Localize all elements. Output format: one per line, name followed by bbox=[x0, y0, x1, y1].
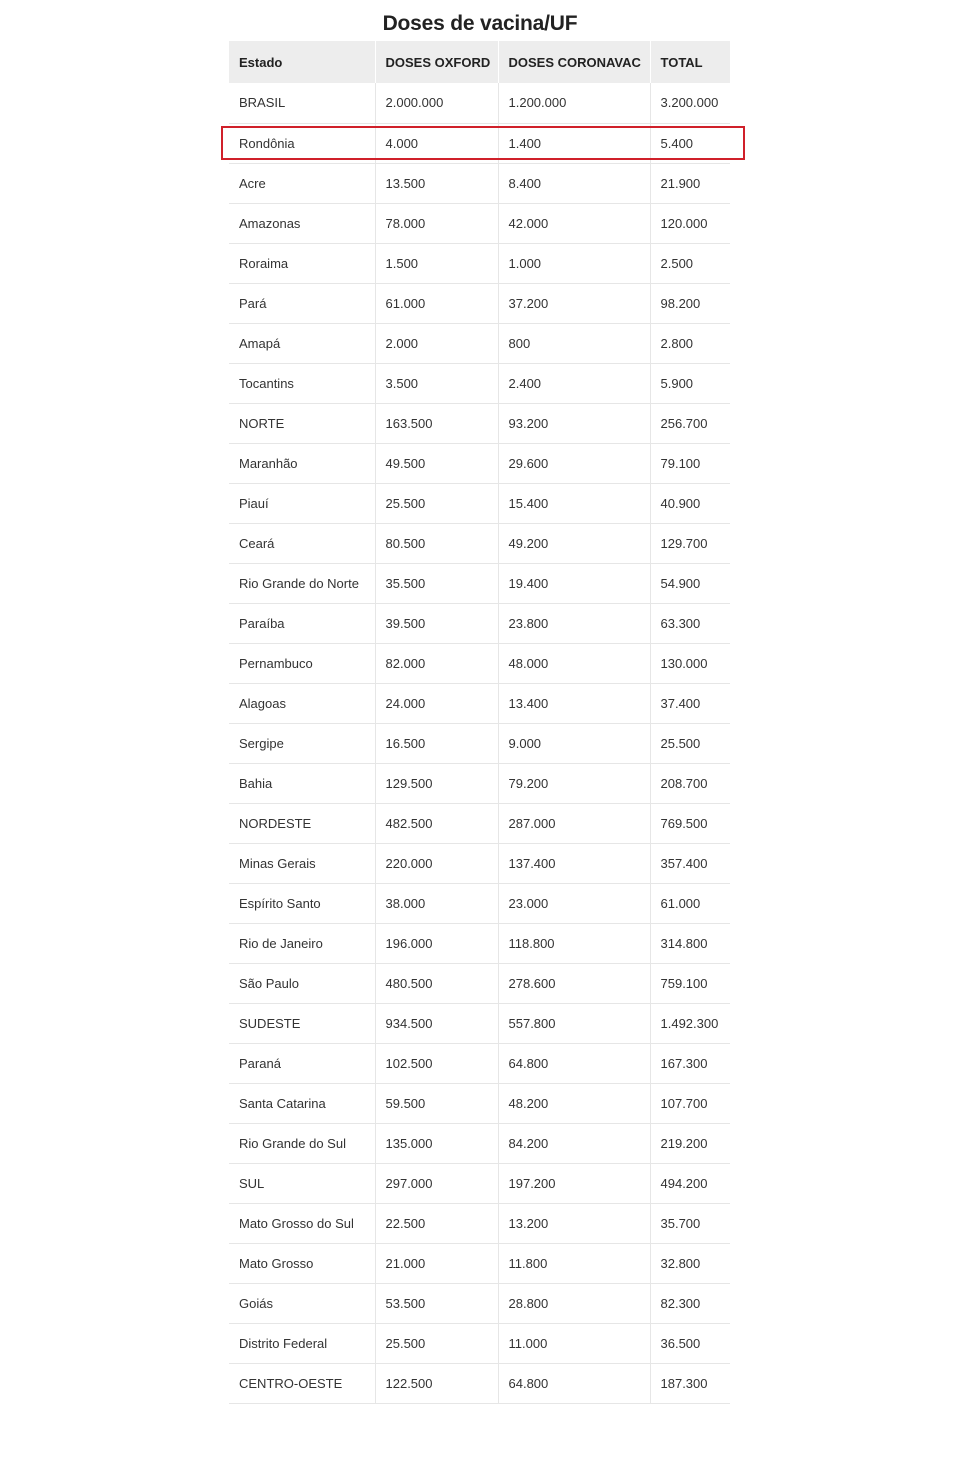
cell-doses-coronavac: 13.400 bbox=[498, 683, 650, 723]
cell-doses-coronavac: 557.800 bbox=[498, 1003, 650, 1043]
cell-total: 208.700 bbox=[650, 763, 730, 803]
cell-total: 256.700 bbox=[650, 403, 730, 443]
table-row bbox=[229, 243, 730, 283]
table-row bbox=[229, 763, 730, 803]
cell-estado: Espírito Santo bbox=[229, 883, 375, 923]
table-row bbox=[229, 403, 730, 443]
cell-estado: Rio de Janeiro bbox=[229, 923, 375, 963]
cell-doses-coronavac: 9.000 bbox=[498, 723, 650, 763]
cell-total: 32.800 bbox=[650, 1243, 730, 1283]
table-row bbox=[229, 83, 730, 123]
cell-doses-coronavac: 64.800 bbox=[498, 1363, 650, 1403]
cell-total: 219.200 bbox=[650, 1123, 730, 1163]
cell-estado: Paraná bbox=[229, 1043, 375, 1083]
cell-doses-oxford: 102.500 bbox=[375, 1043, 498, 1083]
table-row bbox=[229, 283, 730, 323]
cell-doses-coronavac: 800 bbox=[498, 323, 650, 363]
table-row bbox=[229, 1323, 730, 1363]
cell-doses-oxford: 80.500 bbox=[375, 523, 498, 563]
table-row bbox=[229, 1123, 730, 1163]
cell-doses-coronavac: 29.600 bbox=[498, 443, 650, 483]
cell-doses-oxford: 3.500 bbox=[375, 363, 498, 403]
cell-doses-coronavac: 1.400 bbox=[498, 123, 650, 163]
cell-estado: Mato Grosso do Sul bbox=[229, 1203, 375, 1243]
table-row bbox=[229, 803, 730, 843]
cell-doses-coronavac: 137.400 bbox=[498, 843, 650, 883]
cell-doses-coronavac: 2.400 bbox=[498, 363, 650, 403]
cell-total: 759.100 bbox=[650, 963, 730, 1003]
cell-doses-coronavac: 49.200 bbox=[498, 523, 650, 563]
cell-estado: Paraíba bbox=[229, 603, 375, 643]
cell-total: 2.800 bbox=[650, 323, 730, 363]
table-row bbox=[229, 203, 730, 243]
table-row bbox=[229, 1163, 730, 1203]
cell-doses-oxford: 220.000 bbox=[375, 843, 498, 883]
cell-total: 36.500 bbox=[650, 1323, 730, 1363]
table-row bbox=[229, 1203, 730, 1243]
table-row bbox=[229, 923, 730, 963]
cell-doses-coronavac: 93.200 bbox=[498, 403, 650, 443]
cell-doses-oxford: 196.000 bbox=[375, 923, 498, 963]
table-header-row bbox=[229, 41, 730, 83]
cell-doses-oxford: 25.500 bbox=[375, 1323, 498, 1363]
cell-doses-oxford: 297.000 bbox=[375, 1163, 498, 1203]
cell-total: 187.300 bbox=[650, 1363, 730, 1403]
cell-doses-oxford: 122.500 bbox=[375, 1363, 498, 1403]
cell-doses-coronavac: 19.400 bbox=[498, 563, 650, 603]
table-row bbox=[229, 1043, 730, 1083]
cell-total: 35.700 bbox=[650, 1203, 730, 1243]
cell-doses-oxford: 4.000 bbox=[375, 123, 498, 163]
cell-estado: Alagoas bbox=[229, 683, 375, 723]
cell-doses-oxford: 61.000 bbox=[375, 283, 498, 323]
table-row bbox=[229, 883, 730, 923]
column-header-doses-oxford: DOSES OXFORD bbox=[375, 41, 498, 83]
cell-doses-oxford: 129.500 bbox=[375, 763, 498, 803]
table-row bbox=[229, 683, 730, 723]
cell-total: 107.700 bbox=[650, 1083, 730, 1123]
cell-total: 98.200 bbox=[650, 283, 730, 323]
cell-doses-coronavac: 79.200 bbox=[498, 763, 650, 803]
cell-doses-coronavac: 48.200 bbox=[498, 1083, 650, 1123]
cell-total: 494.200 bbox=[650, 1163, 730, 1203]
cell-doses-coronavac: 28.800 bbox=[498, 1283, 650, 1323]
table-row bbox=[229, 1083, 730, 1123]
cell-total: 769.500 bbox=[650, 803, 730, 843]
cell-estado: Bahia bbox=[229, 763, 375, 803]
cell-estado: Rio Grande do Norte bbox=[229, 563, 375, 603]
cell-doses-coronavac: 84.200 bbox=[498, 1123, 650, 1163]
cell-total: 54.900 bbox=[650, 563, 730, 603]
cell-estado: Minas Gerais bbox=[229, 843, 375, 883]
cell-estado: Pernambuco bbox=[229, 643, 375, 683]
cell-doses-oxford: 22.500 bbox=[375, 1203, 498, 1243]
cell-estado: São Paulo bbox=[229, 963, 375, 1003]
table-row bbox=[229, 443, 730, 483]
table-row bbox=[229, 323, 730, 363]
cell-total: 37.400 bbox=[650, 683, 730, 723]
cell-doses-coronavac: 23.800 bbox=[498, 603, 650, 643]
cell-doses-coronavac: 11.000 bbox=[498, 1323, 650, 1363]
cell-doses-oxford: 934.500 bbox=[375, 1003, 498, 1043]
cell-total: 61.000 bbox=[650, 883, 730, 923]
cell-estado: Piauí bbox=[229, 483, 375, 523]
cell-doses-oxford: 24.000 bbox=[375, 683, 498, 723]
cell-doses-oxford: 1.500 bbox=[375, 243, 498, 283]
cell-doses-oxford: 2.000 bbox=[375, 323, 498, 363]
cell-doses-coronavac: 13.200 bbox=[498, 1203, 650, 1243]
cell-total: 63.300 bbox=[650, 603, 730, 643]
table-row bbox=[229, 563, 730, 603]
cell-doses-oxford: 135.000 bbox=[375, 1123, 498, 1163]
table-row bbox=[229, 363, 730, 403]
table-row bbox=[229, 163, 730, 203]
cell-doses-oxford: 49.500 bbox=[375, 443, 498, 483]
cell-doses-coronavac: 48.000 bbox=[498, 643, 650, 683]
cell-doses-coronavac: 11.800 bbox=[498, 1243, 650, 1283]
cell-estado: Santa Catarina bbox=[229, 1083, 375, 1123]
column-header-estado: Estado bbox=[229, 41, 375, 83]
cell-doses-coronavac: 287.000 bbox=[498, 803, 650, 843]
cell-estado: SUL bbox=[229, 1163, 375, 1203]
cell-doses-oxford: 53.500 bbox=[375, 1283, 498, 1323]
cell-total: 1.492.300 bbox=[650, 1003, 730, 1043]
column-header-total: TOTAL bbox=[650, 41, 730, 83]
cell-total: 82.300 bbox=[650, 1283, 730, 1323]
cell-doses-coronavac: 197.200 bbox=[498, 1163, 650, 1203]
table-row bbox=[229, 723, 730, 763]
cell-doses-oxford: 480.500 bbox=[375, 963, 498, 1003]
table-row bbox=[229, 843, 730, 883]
table-row bbox=[229, 963, 730, 1003]
cell-doses-oxford: 21.000 bbox=[375, 1243, 498, 1283]
cell-total: 21.900 bbox=[650, 163, 730, 203]
cell-doses-coronavac: 37.200 bbox=[498, 283, 650, 323]
cell-estado: NORTE bbox=[229, 403, 375, 443]
cell-doses-coronavac: 64.800 bbox=[498, 1043, 650, 1083]
table-row bbox=[229, 1003, 730, 1043]
table-row bbox=[229, 123, 730, 163]
cell-estado: Amapá bbox=[229, 323, 375, 363]
cell-doses-oxford: 25.500 bbox=[375, 483, 498, 523]
cell-total: 79.100 bbox=[650, 443, 730, 483]
cell-estado: Acre bbox=[229, 163, 375, 203]
cell-total: 25.500 bbox=[650, 723, 730, 763]
cell-total: 40.900 bbox=[650, 483, 730, 523]
table-row bbox=[229, 1283, 730, 1323]
cell-estado: BRASIL bbox=[229, 83, 375, 123]
cell-total: 130.000 bbox=[650, 643, 730, 683]
cell-doses-coronavac: 278.600 bbox=[498, 963, 650, 1003]
cell-doses-oxford: 59.500 bbox=[375, 1083, 498, 1123]
cell-doses-coronavac: 1.200.000 bbox=[498, 83, 650, 123]
vaccine-doses-table bbox=[229, 41, 730, 1404]
cell-doses-oxford: 163.500 bbox=[375, 403, 498, 443]
table-row bbox=[229, 643, 730, 683]
cell-doses-oxford: 16.500 bbox=[375, 723, 498, 763]
table-row bbox=[229, 1243, 730, 1283]
cell-total: 2.500 bbox=[650, 243, 730, 283]
cell-doses-oxford: 13.500 bbox=[375, 163, 498, 203]
cell-doses-oxford: 82.000 bbox=[375, 643, 498, 683]
cell-estado: CENTRO-OESTE bbox=[229, 1363, 375, 1403]
cell-total: 120.000 bbox=[650, 203, 730, 243]
cell-doses-coronavac: 118.800 bbox=[498, 923, 650, 963]
cell-doses-coronavac: 1.000 bbox=[498, 243, 650, 283]
cell-estado: Ceará bbox=[229, 523, 375, 563]
cell-estado: NORDESTE bbox=[229, 803, 375, 843]
table-row bbox=[229, 603, 730, 643]
cell-estado: Tocantins bbox=[229, 363, 375, 403]
column-header-doses-coronavac: DOSES CORONAVAC bbox=[498, 41, 650, 83]
cell-estado: Amazonas bbox=[229, 203, 375, 243]
cell-total: 5.400 bbox=[650, 123, 730, 163]
cell-estado: Mato Grosso bbox=[229, 1243, 375, 1283]
cell-estado: Sergipe bbox=[229, 723, 375, 763]
cell-doses-oxford: 39.500 bbox=[375, 603, 498, 643]
cell-doses-coronavac: 23.000 bbox=[498, 883, 650, 923]
cell-doses-oxford: 78.000 bbox=[375, 203, 498, 243]
cell-estado: Maranhão bbox=[229, 443, 375, 483]
cell-total: 314.800 bbox=[650, 923, 730, 963]
cell-total: 5.900 bbox=[650, 363, 730, 403]
cell-estado: Rio Grande do Sul bbox=[229, 1123, 375, 1163]
cell-doses-coronavac: 42.000 bbox=[498, 203, 650, 243]
cell-estado: Distrito Federal bbox=[229, 1323, 375, 1363]
cell-total: 357.400 bbox=[650, 843, 730, 883]
cell-doses-coronavac: 8.400 bbox=[498, 163, 650, 203]
table-body bbox=[229, 83, 730, 1403]
table-row bbox=[229, 523, 730, 563]
cell-estado: Goiás bbox=[229, 1283, 375, 1323]
cell-doses-oxford: 2.000.000 bbox=[375, 83, 498, 123]
cell-doses-oxford: 38.000 bbox=[375, 883, 498, 923]
cell-estado: SUDESTE bbox=[229, 1003, 375, 1043]
table-row bbox=[229, 483, 730, 523]
cell-estado: Pará bbox=[229, 283, 375, 323]
cell-total: 129.700 bbox=[650, 523, 730, 563]
cell-total: 167.300 bbox=[650, 1043, 730, 1083]
cell-doses-oxford: 482.500 bbox=[375, 803, 498, 843]
cell-total: 3.200.000 bbox=[650, 83, 730, 123]
cell-estado: Rondônia bbox=[229, 123, 375, 163]
page-title: Doses de vacina/UF bbox=[382, 12, 578, 35]
table-row bbox=[229, 1363, 730, 1403]
cell-estado: Roraima bbox=[229, 243, 375, 283]
cell-doses-coronavac: 15.400 bbox=[498, 483, 650, 523]
cell-doses-oxford: 35.500 bbox=[375, 563, 498, 603]
